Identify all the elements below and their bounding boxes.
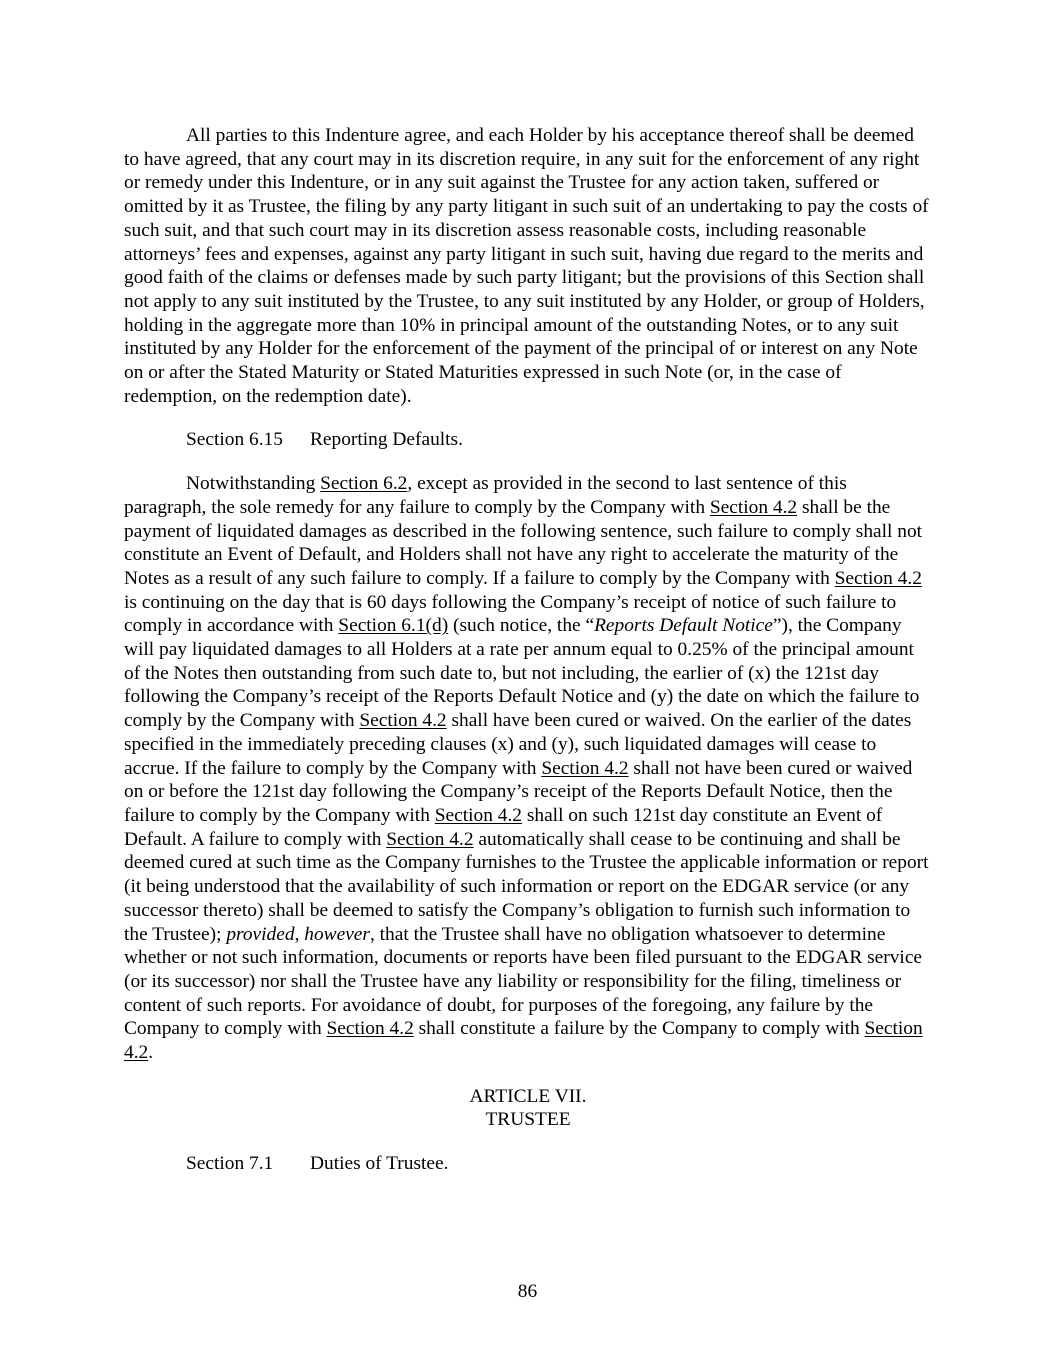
section-title: Duties of Trustee. <box>310 1153 449 1175</box>
text-run: shall not have been cured or waived on or before the 121st day following the Company’s receipt of the Reports Default Notice, then the failure to comply by the Company with <box>124 757 913 826</box>
text-run: shall have been cured or waived. On the earlier of the dates specified in the immediately preceding clauses (x) and (y), such liquidated damages will cease to accrue. If the failure to comply by the Company with <box>124 710 912 779</box>
text-run: ”), the Company will pay liquidated damages to all Holders at a rate per annum equal to 0.25% of the principal amount of the Notes then outstanding from such date to, but not including, the earlier of (x) the 121st day following the Company’s receipt of the Reports Default Notice and (y) the date on which the failure to comply by the Company with <box>124 615 920 732</box>
text-run: . <box>148 1042 154 1064</box>
text-run: shall on such 121st day constitute an Event of Default. A failure to comply with <box>124 804 883 850</box>
section-title: Reporting Defaults. <box>310 429 463 451</box>
article-title: TRUSTEE <box>485 1109 571 1131</box>
section-reference-link[interactable]: Section 6.2 <box>320 473 408 495</box>
section-6-15-heading <box>124 428 932 452</box>
section-reference-link[interactable]: Section 4.2 <box>834 567 922 589</box>
section-reference-link[interactable]: Section 4.2 <box>386 828 474 850</box>
text-run: , that the Trustee shall have no obligation whatsoever to determine whether or not such information, documents or reports have been filed pursuant to the EDGAR service (or its successor) nor shall the Trustee have any liability or responsibility for the filing, timeliness or content of such reports. For avoidance of doubt, for purposes of the foregoing, any failure by the Company to comply with <box>124 923 923 1040</box>
section-number: Section 7.1 <box>186 1153 274 1175</box>
section-reference-link[interactable]: Section 4.2 <box>434 804 522 826</box>
defined-term: Reports Default Notice <box>594 615 773 637</box>
article-number: ARTICLE VII. <box>469 1085 587 1107</box>
text-run: shall constitute a failure by the Company to comply with <box>413 1018 865 1040</box>
italic-term: provided <box>226 923 295 945</box>
text-run: shall be the payment of liquidated damages as described in the following sentence, such failure to comply shall not constitute an Event of Default, and Holders shall not have any right to accelerate the maturity of the Notes as a result of any such failure to comply. If a failure to comply by the Company with <box>124 496 923 589</box>
text-run: Notwithstanding <box>186 473 321 495</box>
section-reference-link[interactable]: Section 4.2 <box>709 496 798 518</box>
section-reference-link[interactable]: Section 4.2 <box>124 1018 923 1064</box>
text-run: , <box>294 923 305 945</box>
text-run: , except as provided in the second to last sentence of this paragraph, the sole remedy for any failure to comply by the Company with <box>124 473 847 518</box>
section-reference-link[interactable]: Section 4.2 <box>359 710 447 732</box>
document-page <box>124 124 932 1176</box>
section-reference-link[interactable]: Section 4.2 <box>541 757 629 779</box>
text-run: (such notice, the “ <box>448 615 595 637</box>
paragraph-reporting-defaults <box>124 472 932 1065</box>
section-number: Section 6.15 <box>186 429 283 451</box>
text-run: is continuing on the day that is 60 days following the Company’s receipt of notice of such failure to comply in accordance with <box>124 591 897 637</box>
section-7-1-heading <box>124 1152 932 1176</box>
paragraph-court-costs: All parties to this Indenture agree, and each Holder by his acceptance thereof shall be deemed to have agreed, that any court may in its discretion require, in any suit for the enforcement of any right or remedy under this Indenture, or in any suit against the Trustee for any action taken, suffered or omitted by it as Trustee, the filing by any party litigant in such suit of an undertaking to pay the costs of such suit, and that such court may in its discretion assess reasonable costs, including reasonable attorneys’ fees and expenses, against any party litigant in such suit, having due regard to the merits and good faith of the claims or defenses made by such party litigant; but the provisions of this Section shall not apply to any suit instituted by the Trustee, to any suit instituted by any Holder, or group of Holders, holding in the aggregate more than 10% in principal amount of the outstanding Notes, or to any suit instituted by any Holder for the enforcement of the payment of the principal of or interest on any Note on or after the Stated Maturity or Stated Maturities expressed in such Note (or, in the case of redemption, on the redemption date). <box>124 125 929 407</box>
section-reference-link[interactable]: Section 4.2 <box>326 1018 414 1040</box>
section-reference-link[interactable]: Section 6.1(d) <box>338 615 449 637</box>
text-run: automatically shall cease to be continuing and shall be deemed cured at such time as the Company furnishes to the Trustee the applicable information or report (it being understood that the availability of such information or report on the EDGAR service (or any successor thereto) shall be deemed to satisfy the Company’s obligation to furnish such information to the Trustee); <box>124 828 929 945</box>
page-number: 86 <box>517 1281 538 1302</box>
italic-term: however <box>304 923 370 945</box>
